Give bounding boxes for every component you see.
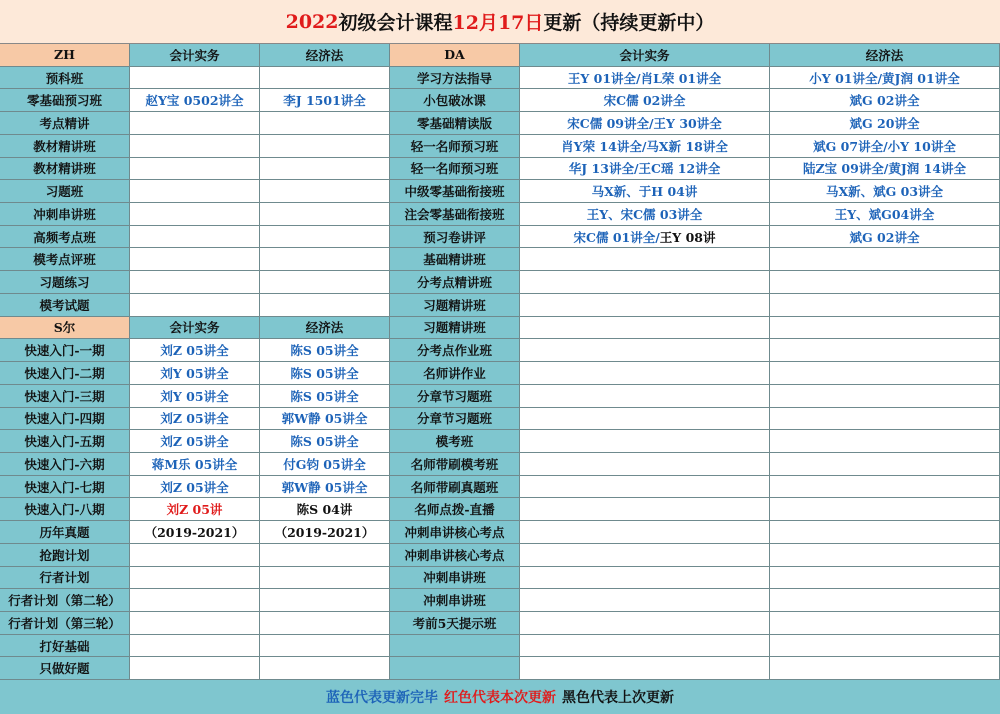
row-label: 习题班 [0, 180, 130, 203]
legend-blue: 蓝色代表更新完毕 [326, 690, 438, 706]
row-label: 轻一名师预习班 [390, 158, 520, 181]
cell-kj [520, 521, 770, 544]
header-jjf-da: 经济法 [770, 44, 1000, 67]
cell-kj [520, 362, 770, 385]
cell-kj [520, 589, 770, 612]
cell-jjf [770, 248, 1000, 271]
cell-kj [130, 203, 260, 226]
table-row [0, 589, 1000, 612]
row-label: 习题精讲班 [390, 317, 520, 340]
row-label: 快速入门-六期 [0, 453, 130, 476]
row-label: 基础精讲班 [390, 248, 520, 271]
row-label: 快速入门-四期 [0, 408, 130, 431]
cell-kj: 刘Z 05讲 [130, 498, 260, 521]
cell-kj [520, 635, 770, 658]
row-label: 小包破冰课 [390, 89, 520, 112]
row-label: 高频考点班 [0, 226, 130, 249]
cell-jjf [260, 612, 390, 635]
course-table [0, 44, 1000, 680]
cell-jjf: 陆Z宝 09讲全/黄J润 14讲全 [770, 158, 1000, 181]
cell-jjf [260, 203, 390, 226]
cell-jjf [260, 657, 390, 680]
cell-kj-last-update: 王Y 08讲 [659, 229, 716, 245]
row-label: 快速入门-五期 [0, 430, 130, 453]
cell-kj [130, 158, 260, 181]
cell-kj [130, 544, 260, 567]
row-label: 零基础精读版 [390, 112, 520, 135]
cell-kj [130, 226, 260, 249]
cell-jjf [260, 589, 390, 612]
table-row [0, 498, 1000, 521]
cell-kj [520, 476, 770, 499]
cell-kj: 肖Y荣 14讲全/马X新 18讲全 [520, 135, 770, 158]
cell-jjf: 斌G 02讲全 [770, 226, 1000, 249]
table-row [0, 612, 1000, 635]
header-jjf-zh: 经济法 [260, 44, 390, 67]
cell-jjf: 付G钧 05讲全 [260, 453, 390, 476]
cell-kj [130, 657, 260, 680]
row-label: 模考点评班 [0, 248, 130, 271]
table-row [0, 385, 1000, 408]
cell-kj: 宋C儒 02讲全 [520, 89, 770, 112]
legend-black: 黑色代表上次更新 [562, 690, 674, 706]
cell-jjf [770, 657, 1000, 680]
cell-jjf: 斌G 20讲全 [770, 112, 1000, 135]
cell-jjf [260, 294, 390, 317]
cell-jjf [260, 112, 390, 135]
cell-jjf [260, 635, 390, 658]
cell-kj: 刘Y 05讲全 [130, 385, 260, 408]
row-label: 行者计划 [0, 567, 130, 590]
cell-jjf [770, 589, 1000, 612]
row-label: 名师点拨-直播 [390, 498, 520, 521]
cell-jjf [260, 271, 390, 294]
cell-kj: 华J 13讲全/王C瑶 12讲全 [520, 158, 770, 181]
cell-jjf [770, 453, 1000, 476]
table-row [0, 317, 1000, 340]
cell-kj: 刘Z 05讲全 [130, 430, 260, 453]
table-row [0, 362, 1000, 385]
cell-jjf [770, 567, 1000, 590]
table-row [0, 67, 1000, 90]
row-label: 名师带刷模考班 [390, 453, 520, 476]
cell-jjf [260, 135, 390, 158]
row-label: 模考班 [390, 430, 520, 453]
row-label: 快速入门-二期 [0, 362, 130, 385]
title-year: 2022 [285, 10, 339, 33]
cell-jjf [770, 271, 1000, 294]
cell-jjf: 陈S 04讲 [260, 498, 390, 521]
cell-jjf [770, 408, 1000, 431]
table-row [0, 339, 1000, 362]
page-title [0, 0, 1000, 44]
table-row [0, 112, 1000, 135]
row-label: 行者计划（第三轮） [0, 612, 130, 635]
cell-jjf: 陈S 05讲全 [260, 385, 390, 408]
table-row [0, 453, 1000, 476]
cell-kj [130, 294, 260, 317]
cell-jjf: 陈S 05讲全 [260, 430, 390, 453]
cell-kj [130, 612, 260, 635]
cell-kj [520, 408, 770, 431]
table-row [0, 521, 1000, 544]
cell-kj [130, 112, 260, 135]
cell-jjf [260, 567, 390, 590]
cell-jjf [260, 67, 390, 90]
row-label: 冲刺串讲班 [390, 567, 520, 590]
row-label: 模考试题 [0, 294, 130, 317]
table-row [0, 657, 1000, 680]
cell-jjf [770, 498, 1000, 521]
title-tail: 更新（持续更新中） [543, 12, 715, 34]
row-label: 注会零基础衔接班 [390, 203, 520, 226]
cell-kj [520, 385, 770, 408]
cell-kj [520, 271, 770, 294]
header-zh: ZH [0, 44, 130, 67]
table-row [0, 567, 1000, 590]
row-label: 快速入门-八期 [0, 498, 130, 521]
row-label: 打好基础 [0, 635, 130, 658]
row-label: 习题精讲班 [390, 294, 520, 317]
cell-kj [130, 180, 260, 203]
header-kj-zh: 会计实务 [130, 44, 260, 67]
cell-jjf [770, 544, 1000, 567]
cell-kj: 马X新、于H 04讲 [520, 180, 770, 203]
row-label: 考前5天提示班 [390, 612, 520, 635]
cell-jjf [770, 635, 1000, 658]
cell-jjf: 陈S 05讲全 [260, 339, 390, 362]
cell-kj [520, 294, 770, 317]
row-label: 历年真题 [0, 521, 130, 544]
row-label: 分章节习题班 [390, 408, 520, 431]
row-label: 中级零基础衔接班 [390, 180, 520, 203]
cell-jjf: 李J 1501讲全 [260, 89, 390, 112]
cell-jjf: 斌G 02讲全 [770, 89, 1000, 112]
row-label [390, 657, 520, 680]
cell-jjf: 王Y、斌G04讲全 [770, 203, 1000, 226]
cell-jjf: 马X新、斌G 03讲全 [770, 180, 1000, 203]
row-label: 教材精讲班 [0, 158, 130, 181]
table-row [0, 248, 1000, 271]
cell-kj [520, 430, 770, 453]
cell-jjf [770, 385, 1000, 408]
row-label: 冲刺串讲班 [390, 589, 520, 612]
cell-jjf [260, 158, 390, 181]
cell-jjf [260, 248, 390, 271]
cell-kj: 刘Z 05讲全 [130, 476, 260, 499]
cell-kj [130, 135, 260, 158]
cell-jjf [260, 226, 390, 249]
cell-jjf: （2019-2021） [260, 521, 390, 544]
row-label: 快速入门-一期 [0, 339, 130, 362]
cell-jjf [770, 476, 1000, 499]
row-label: 习题练习 [0, 271, 130, 294]
row-label: 预科班 [0, 67, 130, 90]
row-label: 名师带刷真题班 [390, 476, 520, 499]
cell-jjf: 斌G 07讲全/小Y 10讲全 [770, 135, 1000, 158]
table-row [0, 89, 1000, 112]
cell-kj: 蒋M乐 05讲全 [130, 453, 260, 476]
table-row [0, 271, 1000, 294]
cell-kj: 刘Z 05讲全 [130, 339, 260, 362]
table-row [0, 476, 1000, 499]
cell-kj [130, 567, 260, 590]
cell-jjf [770, 339, 1000, 362]
cell-kj [520, 453, 770, 476]
cell-kj [520, 339, 770, 362]
row-label [390, 635, 520, 658]
row-label: 分章节习题班 [390, 385, 520, 408]
color-legend [0, 680, 1000, 714]
cell-kj: （2019-2021） [130, 521, 260, 544]
cell-kj: 刘Z 05讲全 [130, 408, 260, 431]
cell-kj: 宋C儒 01讲全/ 王Y 08讲 [520, 226, 770, 249]
row-label: 轻一名师预习班 [390, 135, 520, 158]
header-s: S尔 [0, 317, 130, 340]
row-label: 教材精讲班 [0, 135, 130, 158]
cell-kj: 刘Y 05讲全 [130, 362, 260, 385]
legend-red: 红色代表本次更新 [444, 690, 556, 706]
cell-kj [520, 498, 770, 521]
cell-kj [520, 657, 770, 680]
cell-jjf [770, 612, 1000, 635]
row-label: 冲刺串讲核心考点 [390, 544, 520, 567]
row-label: 分考点精讲班 [390, 271, 520, 294]
cell-kj [130, 589, 260, 612]
row-label: 只做好题 [0, 657, 130, 680]
cell-kj [520, 248, 770, 271]
cell-jjf [770, 317, 1000, 340]
table-row [0, 430, 1000, 453]
cell-jjf: 小Y 01讲全/黄J润 01讲全 [770, 67, 1000, 90]
row-label: 零基础预习班 [0, 89, 130, 112]
row-label: 冲刺串讲核心考点 [390, 521, 520, 544]
cell-jjf: 郭W静 05讲全 [260, 408, 390, 431]
table-row [0, 226, 1000, 249]
header-kj-s: 会计实务 [130, 317, 260, 340]
row-label: 快速入门-七期 [0, 476, 130, 499]
row-label: 行者计划（第二轮） [0, 589, 130, 612]
cell-kj: 宋C儒 09讲全/王Y 30讲全 [520, 112, 770, 135]
cell-kj [130, 271, 260, 294]
cell-jjf [770, 294, 1000, 317]
row-label: 学习方法指导 [390, 67, 520, 90]
title-mid: 初级会计课程 [338, 12, 453, 34]
header-kj-da: 会计实务 [520, 44, 770, 67]
cell-kj: 王Y、宋C儒 03讲全 [520, 203, 770, 226]
row-label: 考点精讲 [0, 112, 130, 135]
cell-kj: 赵Y宝 0502讲全 [130, 89, 260, 112]
row-label: 分考点作业班 [390, 339, 520, 362]
row-label: 名师讲作业 [390, 362, 520, 385]
cell-kj [520, 544, 770, 567]
cell-jjf: 郭W静 05讲全 [260, 476, 390, 499]
table-row [0, 635, 1000, 658]
cell-jjf: 陈S 05讲全 [260, 362, 390, 385]
cell-kj [130, 635, 260, 658]
row-label: 抢跑计划 [0, 544, 130, 567]
cell-jjf [260, 180, 390, 203]
table-row [0, 158, 1000, 181]
row-label: 快速入门-三期 [0, 385, 130, 408]
row-label: 冲刺串讲班 [0, 203, 130, 226]
cell-jjf [260, 544, 390, 567]
cell-jjf [770, 521, 1000, 544]
table-row [0, 135, 1000, 158]
cell-kj [130, 248, 260, 271]
cell-jjf [770, 430, 1000, 453]
table-row [0, 180, 1000, 203]
table-row [0, 408, 1000, 431]
cell-kj [520, 567, 770, 590]
cell-kj [520, 317, 770, 340]
table-row [0, 544, 1000, 567]
cell-kj [520, 612, 770, 635]
cell-kj: 王Y 01讲全/肖L荣 01讲全 [520, 67, 770, 90]
table-row [0, 294, 1000, 317]
title-date: 12月17日 [452, 12, 544, 34]
row-label: 预习卷讲评 [390, 226, 520, 249]
table-row [0, 203, 1000, 226]
header-da: DA [390, 44, 520, 67]
cell-kj [130, 67, 260, 90]
cell-jjf [770, 362, 1000, 385]
header-jjf-s: 经济法 [260, 317, 390, 340]
table-row [0, 44, 1000, 67]
